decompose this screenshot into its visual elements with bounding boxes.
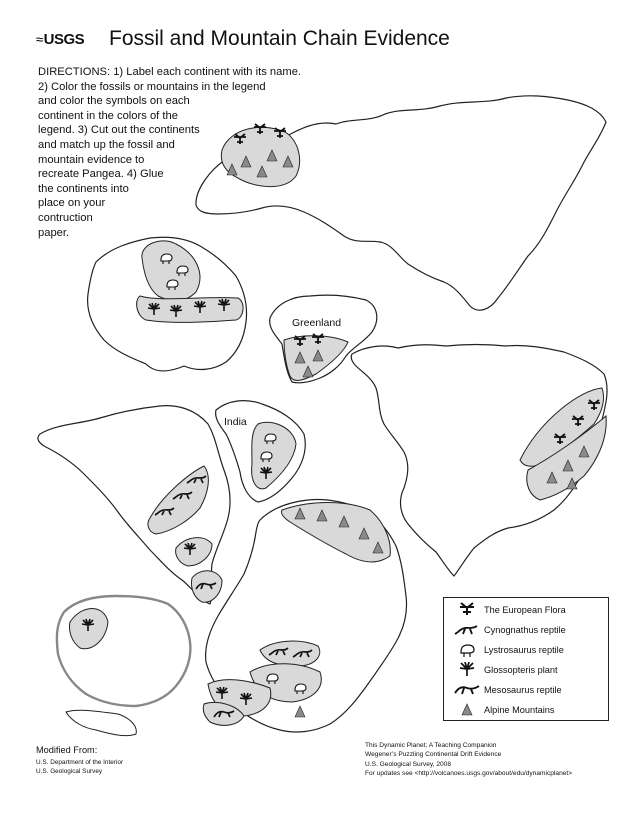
continent-antarctica	[88, 237, 247, 371]
modified-from-line: U.S. Geological Survey	[36, 768, 103, 775]
legend-item	[444, 640, 610, 660]
continent-eurasia	[196, 96, 606, 310]
credit-line: For updates see <http://volcanoes.usgs.gov/about/edu/dynamicplanet>	[365, 769, 573, 777]
credits-block	[365, 741, 572, 778]
legend-label: Cynognathus reptile	[484, 625, 566, 635]
directions-line: and color the symbols on each	[38, 95, 190, 108]
directions-line: 2) Color the fossils or mountains in the legend	[38, 80, 266, 93]
lystrosaurus-icon	[452, 641, 482, 659]
directions-line: the continents into	[38, 182, 129, 195]
usgs-logo-text: USGS	[43, 31, 85, 48]
india-label: India	[224, 416, 247, 428]
legend-label: Glossopteris plant	[484, 665, 558, 675]
continent-south-america	[38, 406, 230, 604]
continent-australia	[57, 596, 190, 736]
legend-label: Mesosaurus reptile	[484, 685, 562, 695]
directions-line: recreate Pangea. 4) Glue	[38, 168, 164, 181]
directions-line: continent in the colors of the	[38, 109, 178, 122]
continent-africa	[203, 499, 406, 732]
legend-item	[444, 620, 610, 640]
small-island-outline	[66, 710, 136, 735]
modified-from-line: U.S. Department of the Interior	[36, 759, 124, 766]
european-flora-icon	[452, 601, 482, 619]
legend-item	[444, 700, 610, 720]
legend-item	[444, 680, 610, 700]
directions-line: place on your	[38, 197, 106, 210]
directions-line: legend. 3) Cut out the continents	[38, 124, 200, 137]
legend-label: Lystrosaurus reptile	[484, 645, 564, 655]
page-title: Fossil and Mountain Chain Evidence	[109, 27, 450, 50]
directions-line: and match up the fossil and	[38, 138, 175, 151]
legend-item	[444, 660, 610, 680]
cynognathus-icon	[452, 621, 482, 639]
greenland-label: Greenland	[292, 317, 342, 329]
mesosaurus-icon	[452, 681, 482, 699]
modified-from-heading: Modified From:	[36, 745, 98, 755]
credit-line: U.S. Geological Survey, 2008	[365, 760, 452, 768]
legend-item	[444, 600, 610, 620]
usgs-wave-icon: ≈	[36, 33, 43, 46]
directions-line: DIRECTIONS: 1) Label each continent with its name.	[38, 66, 302, 78]
legend-label: The European Flora	[484, 605, 566, 615]
glossopteris-icon	[452, 661, 482, 679]
legend-box	[443, 597, 609, 721]
directions-line: mountain evidence to	[38, 153, 145, 166]
directions-line: paper.	[38, 226, 70, 239]
australia-outline	[57, 596, 190, 706]
alpine-mountain-icon	[452, 701, 482, 719]
credit-line: This Dynamic Planet; A Teaching Companion	[365, 742, 497, 749]
directions-line: contruction	[38, 211, 93, 224]
legend-label: Alpine Mountains	[484, 705, 555, 715]
mesosaurus-region-sa	[191, 571, 222, 603]
credit-line: Wegener’s Puzzling Continental Drift Evidence	[365, 751, 502, 759]
